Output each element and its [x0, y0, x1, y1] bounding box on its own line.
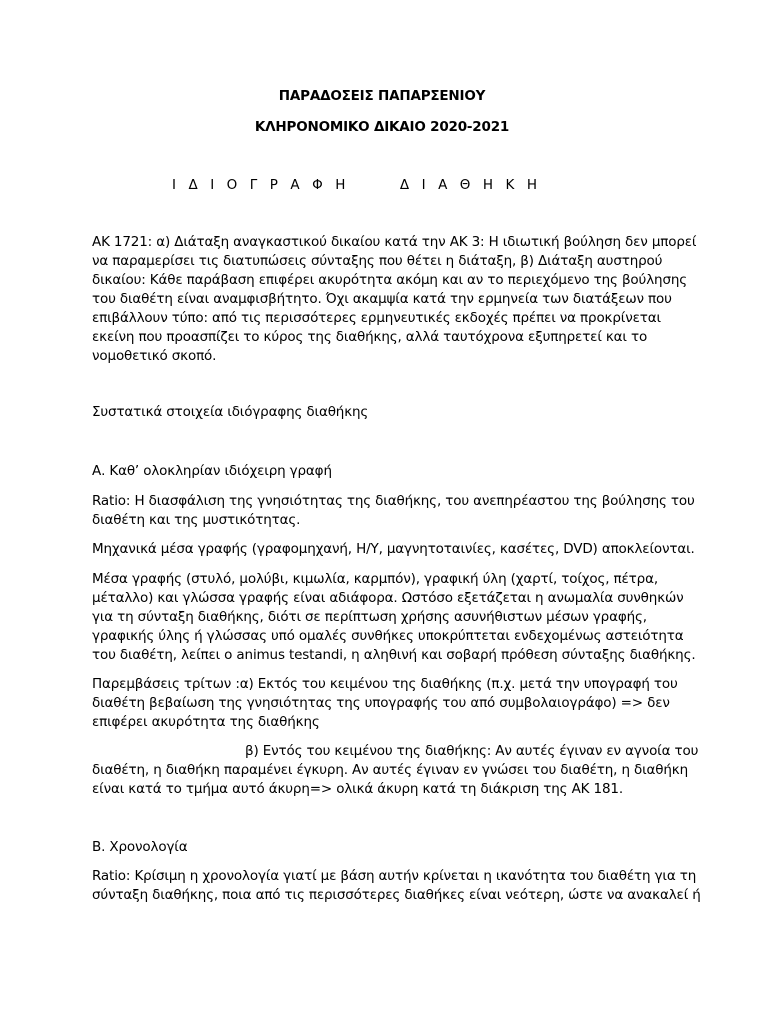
section-a-mechanical [92, 540, 695, 559]
text-line: του διαθέτη, λείπει ο animus testandi, η αληθινή και σοβαρή πρόθεση σύνταξης διαθήκης. [92, 647, 696, 663]
text-line: Μέσα γραφής (στυλό, μολύβι, κιμωλία, καρμπόν), γραφική ύλη (χαρτί, τοίχος, πέτρα, [92, 571, 658, 587]
text-line: του διαθέτη είναι αναμφισβήτητο. Όχι ακαμψία κατά την ερμηνεία των διατάξεων που [92, 291, 672, 307]
section-a-ratio [92, 492, 695, 530]
text-line: διαθέτη, η διαθήκη παραμένει έγκυρη. Αν αυτές έγιναν εν γνώσει του διαθέτη, η διαθήκη [92, 762, 688, 778]
text-line: δικαίου: Κάθε παράβαση επιφέρει ακυρότητα ακόμη και αν το περιεχόμενο της βούλησης [92, 272, 688, 288]
document-subtitle: ΚΛΗΡΟΝΟΜΙΚΟ ΔΙΚΑΙΟ 2020-2021 [254, 119, 510, 135]
elements-heading [92, 403, 682, 422]
text-line: γραφικής ύλης ή γλώσσας υπό ομαλές συνθήκες υποκρύπτεται ενδεχομένως αστειότητα [92, 628, 684, 644]
text-line: διαθέτη βεβαίωση της γνησιότητας της υπογραφής του από συμβολαιογράφο) => δεν [92, 695, 670, 711]
text-line: εκείνη που προασπίζει το κύρος της διαθήκης, αλλά ταυτόχρονα εξυπηρετεί και το [92, 329, 648, 345]
text-line: Ratio: Η διασφάλιση της γνησιότητας της διαθήκης, του ανεπηρέαστου της βούλησης του [92, 493, 695, 509]
text-line: επιφέρει ακυρότητα της διαθήκης [92, 714, 320, 730]
section-b-heading [92, 838, 682, 857]
text-line: σύνταξη διαθήκης, ποια από τις περισσότερες διαθήκες είναι νεότερη, ώστε να ανακαλεί ή [92, 887, 701, 903]
text-line: μέταλλο) και γλώσσα γραφής είναι αδιάφορα. Ωστόσο εξετάζεται η ανωμαλία συνθηκών [92, 590, 684, 606]
text-line [92, 742, 699, 761]
section-a-heading [92, 462, 682, 481]
text-line: Παρεμβάσεις τρίτων :α) Εκτός του κειμένου της διαθήκης (π.χ. μετά την υπογραφή του [92, 676, 678, 692]
text-line: διαθέτη και της μυστικότητας. [92, 512, 301, 528]
section-b-ratio [92, 867, 701, 905]
section-a-within-text [92, 742, 699, 799]
text-line: Συστατικά στοιχεία ιδιόγραφης διαθήκης [92, 404, 369, 420]
text-line: ΑΚ 1721: α) Διάταξη αναγκαστικού δικαίου κατά την ΑΚ 3: Η ιδιωτική βούληση δεν μπορεί [92, 234, 697, 250]
section-heading: Ι Δ Ι Ο Γ Ρ Α Φ Η Δ Ι Α Θ Η Κ Η [172, 177, 542, 193]
text-line: είναι κατά το τμήμα αυτό άκυρη=> ολικά άκυρη κατά τη διάκριση της ΑΚ 181. [92, 781, 623, 797]
text-line: νομοθετικό σκοπό. [92, 348, 217, 364]
text-line: για τη σύνταξη διαθήκης, διότι σε περίπτωση χρήσης ασυνήθιστων μέσων γραφής, [92, 609, 647, 625]
text-line: Ratio: Κρίσιμη η χρονολογία γιατί με βάση αυτήν κρίνεται η ικανότητα του διαθέτη για τη [92, 868, 697, 884]
text-line: Α. Καθ’ ολοκληρίαν ιδιόχειρη γραφή [92, 463, 332, 479]
text-line: Μηχανικά μέσα γραφής (γραφομηχανή, Η/Υ, μαγνητοταινίες, κασέτες, DVD) αποκλείονται. [92, 541, 695, 557]
text-line: επιβάλλουν τύπο: από τις περισσότερες ερμηνευτικές εκδοχές πρέπει να προκρίνεται [92, 310, 661, 326]
text-line: Β. Χρονολογία [92, 839, 188, 855]
intro-paragraph [92, 233, 697, 366]
document-title: ΠΑΡΑΔΟΣΕΙΣ ΠΑΠΑΡΣΕΝΙΟΥ [278, 88, 486, 104]
text-fragment: β) Εντός του κειμένου της διαθήκης: Αν αυτές έγιναν εν αγνοία του [245, 743, 699, 759]
section-a-third-party [92, 675, 682, 732]
section-a-means [92, 570, 696, 665]
text-line: να παραμερίσει τις διατυπώσεις σύνταξης που θέτει η διάταξη, β) Διάταξη αυστηρού [92, 253, 663, 269]
